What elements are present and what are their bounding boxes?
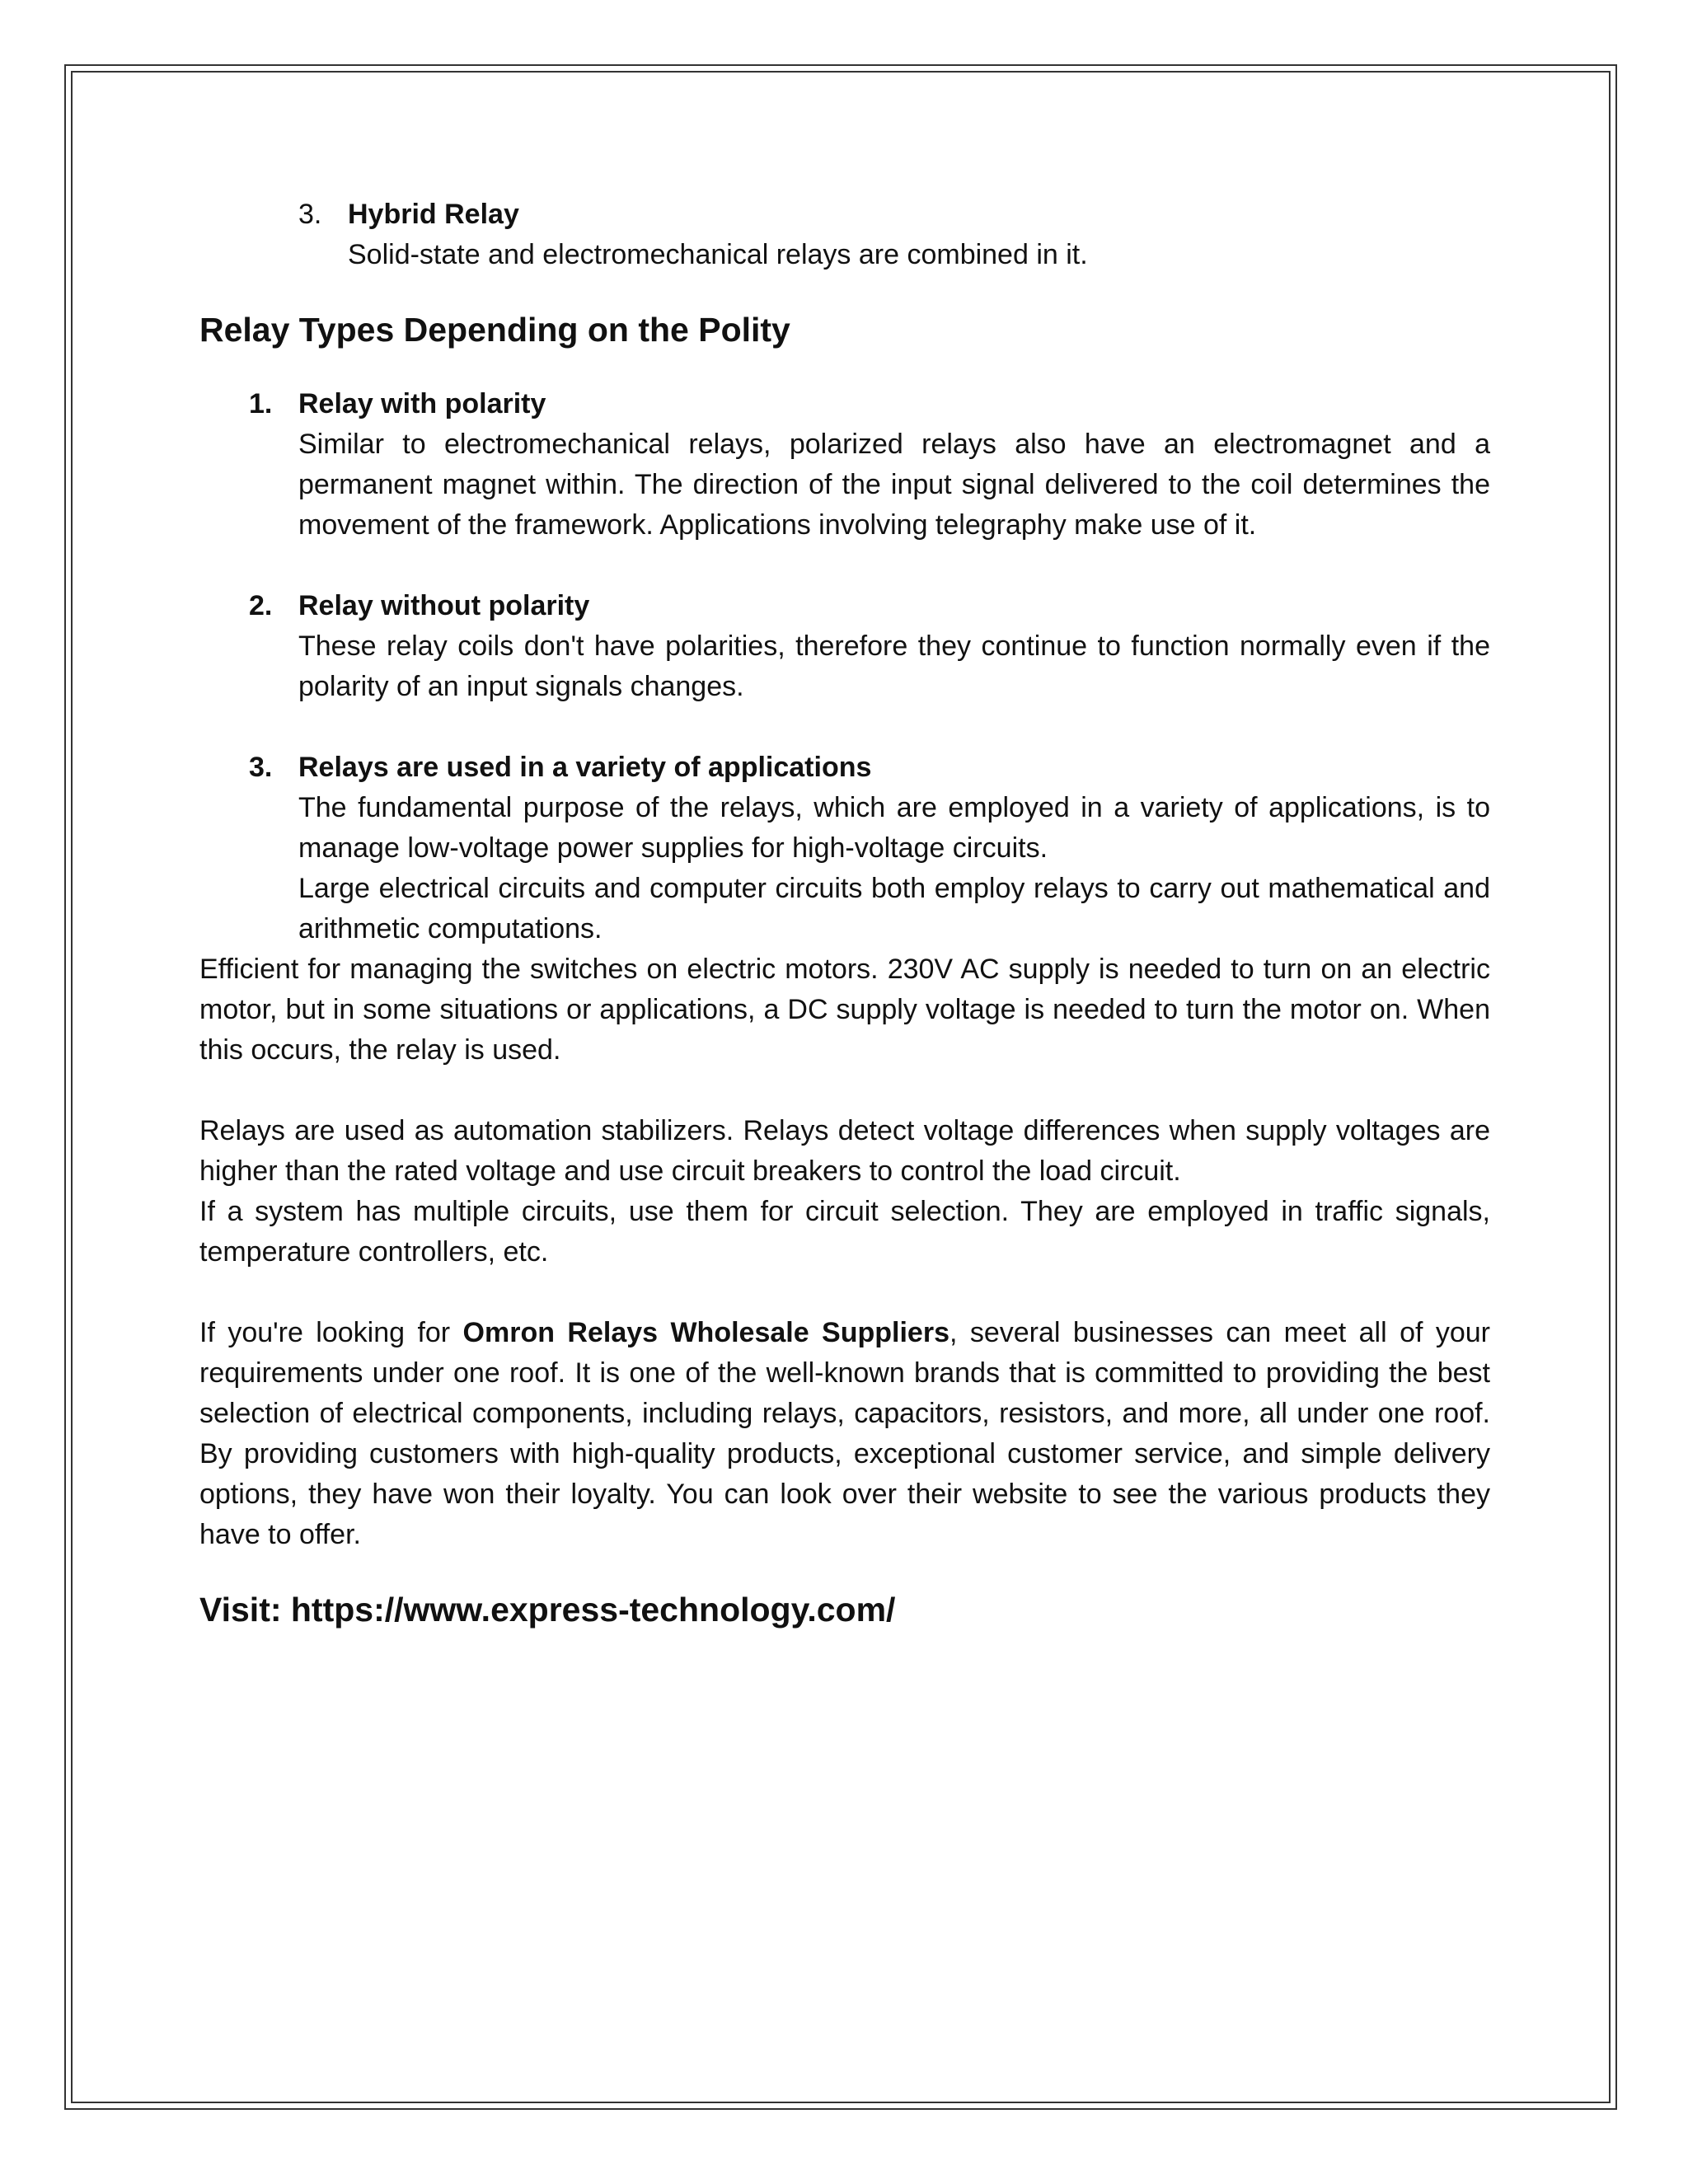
omron-lead: If you're looking for: [199, 1317, 463, 1348]
item-text: Solid-state and electromechanical relays are combined in it.: [348, 239, 1088, 270]
item-text: The fundamental purpose of the relays, which are employed in a variety of applications, is to manage low-voltage power supplies for high-voltage circuits.: [298, 792, 1490, 864]
item-text: Similar to electromechanical relays, polarized relays also have an electromagnet and a permanent magnet within. The direction of the input signal delivered to the coil determines the movement of the framework. Applications involving telegraphy make use of it.: [298, 429, 1490, 541]
paragraph-stabilizers: Relays are used as automation stabilizers. Relays detect voltage differences when supply voltages are higher than the rated voltage and use circuit breakers to control the load circuit.: [199, 1115, 1490, 1187]
list-item-polarity: [199, 384, 1490, 546]
paragraph-selection: If a system has multiple circuits, use them for circuit selection. They are employed in traffic signals, temperature controllers, etc.: [199, 1196, 1490, 1268]
list-item-no-polarity: [199, 586, 1490, 707]
list-number: 3.: [249, 752, 273, 783]
list-number: 3.: [298, 199, 322, 230]
omron-rest: , several businesses can meet all of your requirements under one roof. It is one of the well-known brands that is committed to providing the best selection of electrical components, including relays, capacitors, resistors, and more, all under one roof. By providing customers with high-quality products, exceptional customer service, and simple delivery options, they have won their loyalty. You can look over their website to see the various products they have to offer.: [199, 1317, 1490, 1550]
item-title: Hybrid Relay: [348, 199, 519, 230]
paragraph-omron: [199, 1313, 1490, 1555]
item-text: These relay coils don't have polarities, therefore they continue to function normally even if the polarity of an input signals changes.: [298, 630, 1490, 702]
list-item-hybrid-relay: [199, 194, 1490, 275]
list-number: 2.: [249, 590, 273, 621]
section-heading: Relay Types Depending on the Polity: [199, 311, 790, 349]
list-number: 1.: [249, 388, 273, 419]
item-text-2: Large electrical circuits and computer circuits both employ relays to carry out mathematical and arithmetic computations.: [298, 873, 1490, 944]
document-body: [199, 194, 1490, 1634]
visit-url[interactable]: Visit: https://www.express-technology.com/: [199, 1591, 896, 1629]
item-title: Relay with polarity: [298, 388, 546, 419]
item-title: Relays are used in a variety of applications: [298, 752, 872, 783]
item-title: Relay without polarity: [298, 590, 590, 621]
paragraph-motors: Efficient for managing the switches on electric motors. 230V AC supply is needed to turn on an electric motor, but in some situations or applications, a DC supply voltage is needed to turn the motor on. When this occurs, the relay is used.: [199, 954, 1490, 1066]
omron-bold-link-text: Omron Relays Wholesale Suppliers: [462, 1317, 950, 1348]
list-item-applications: [199, 748, 1490, 949]
